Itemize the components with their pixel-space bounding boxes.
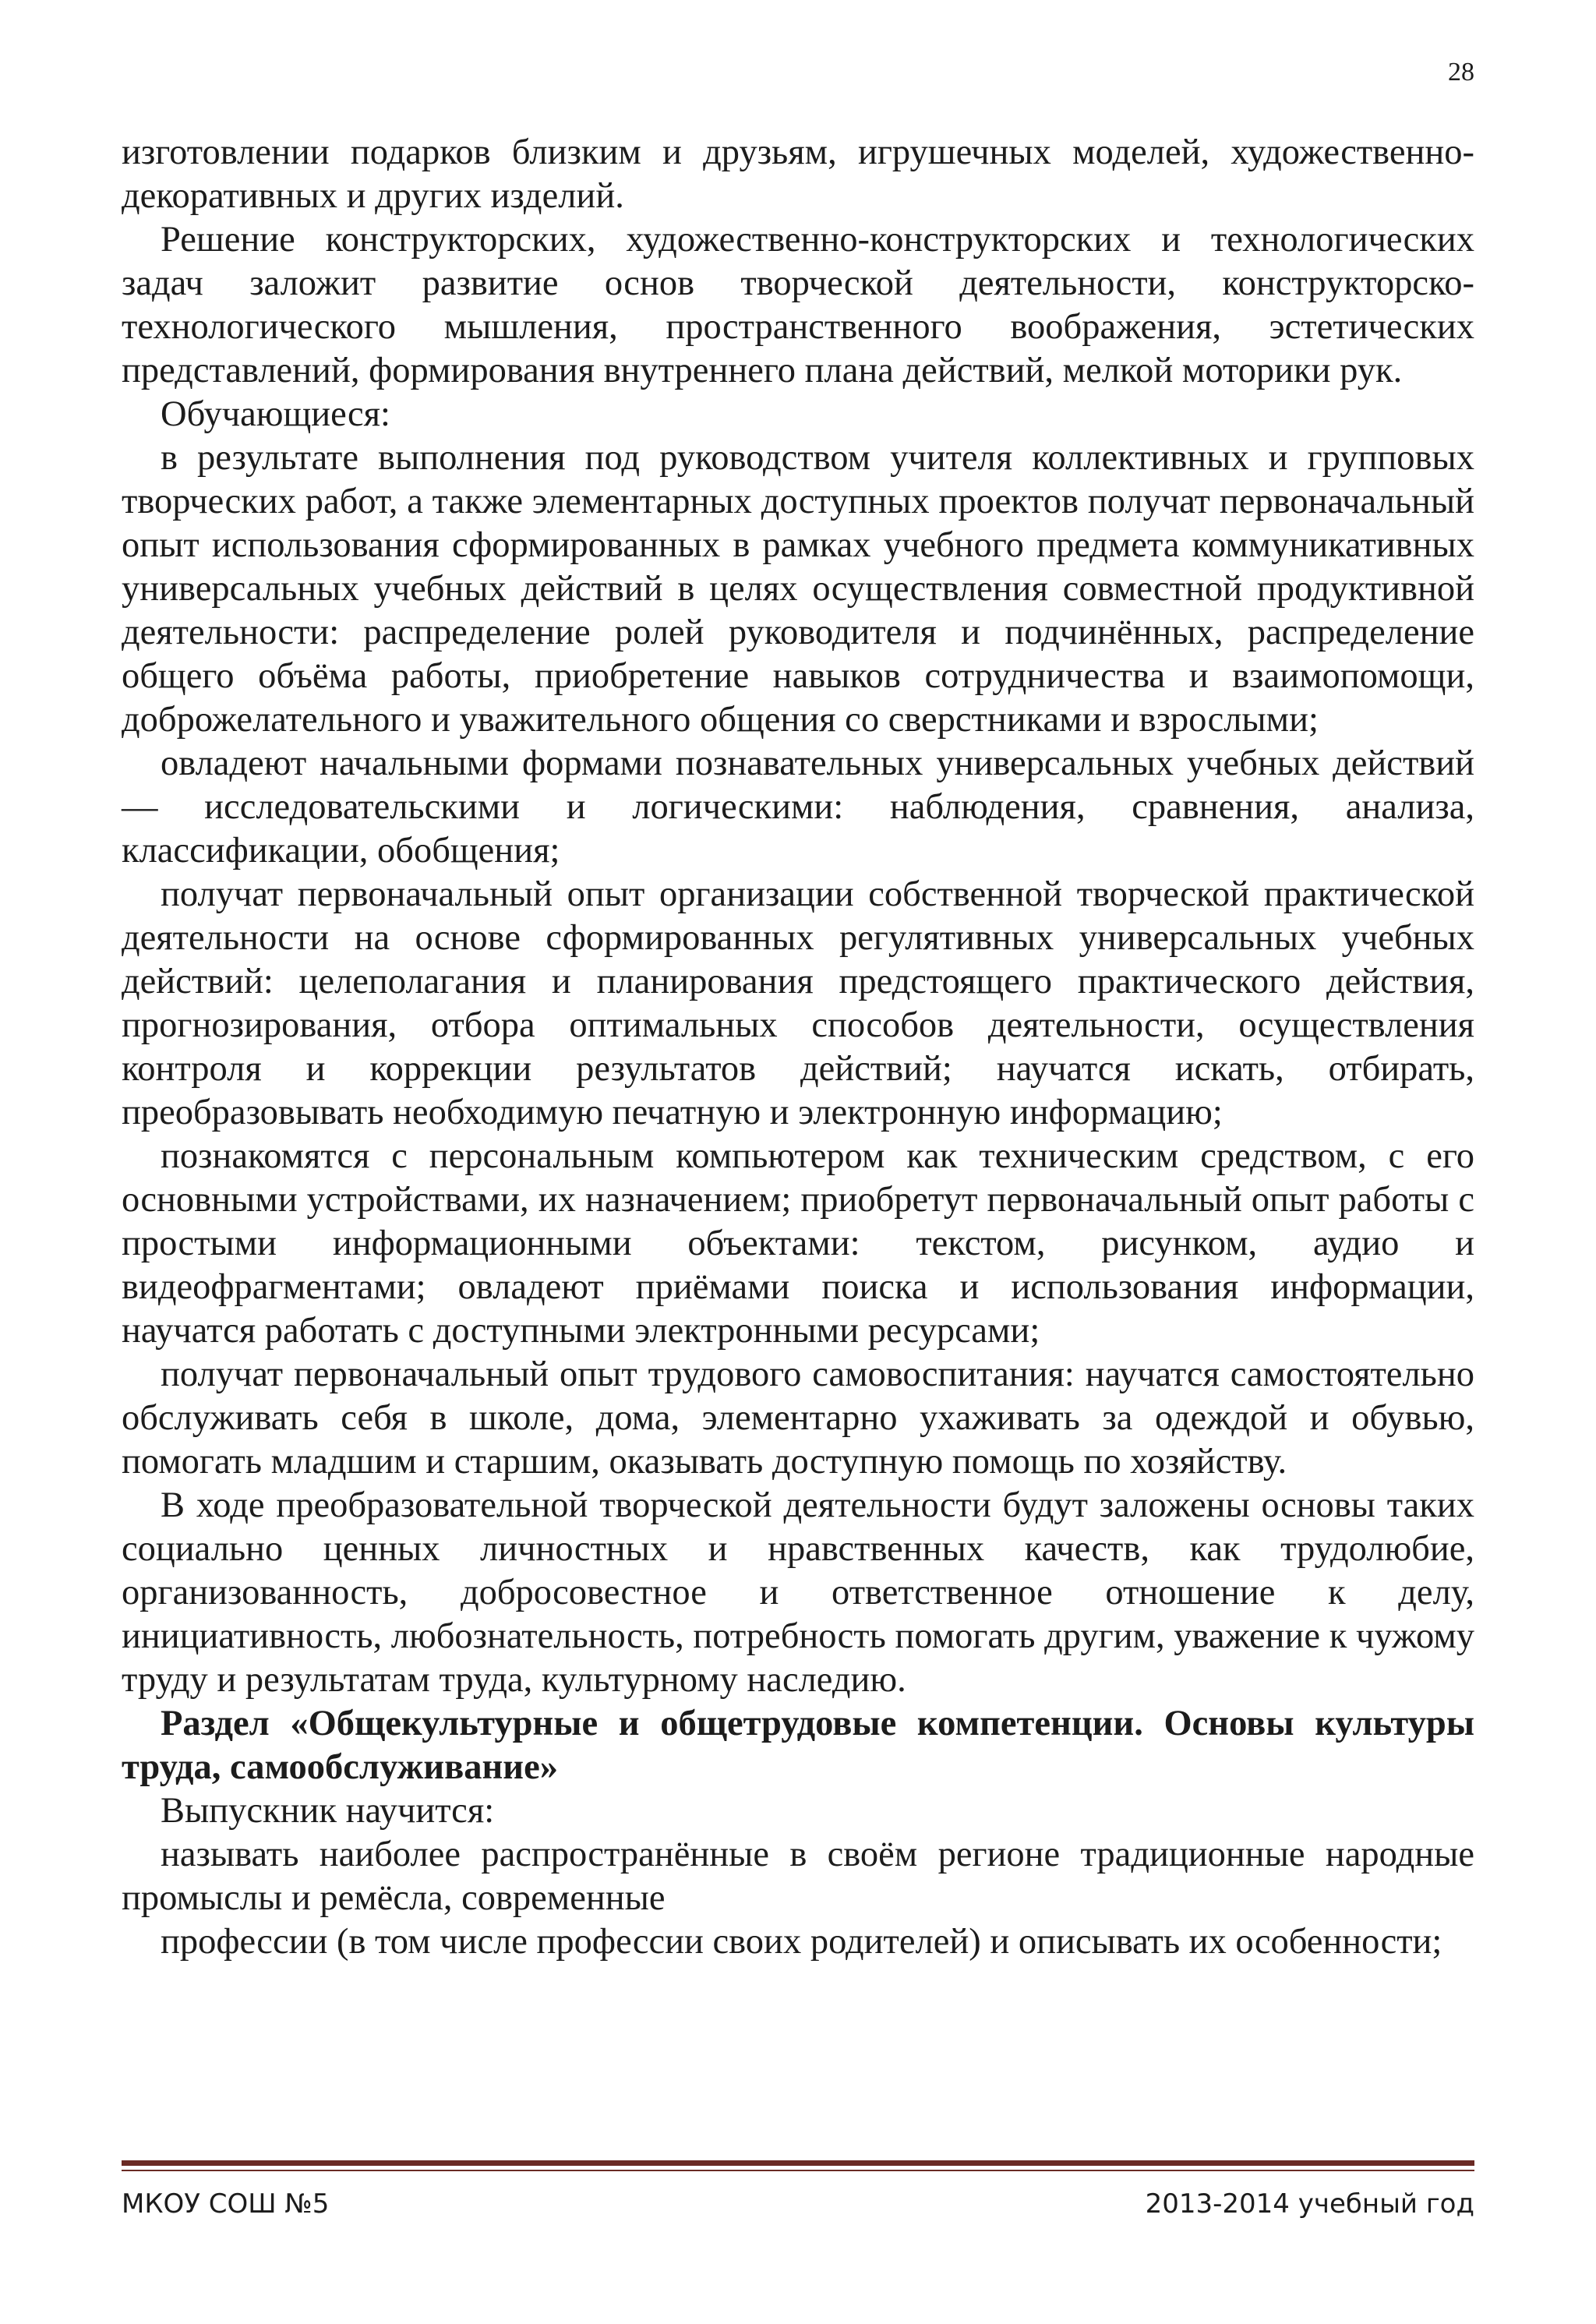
paragraph: познакомятся с персональным компьютером как техническим средством, с его основными устройствами, их назначением; приобретут первоначальный опыт работы с простыми информационными объектами: текстом, рисунком, аудио и видеофрагментами; овладеют приёмами поиска и использования информации, научатся работать с доступными электронными ресурсами; <box>122 1136 1474 1351</box>
paragraph: называть наиболее распространённые в своём регионе традиционные народные промыслы и ремёсла, современные <box>122 1835 1474 1918</box>
body-text <box>122 131 1474 1964</box>
paragraph: Решение конструкторских, художественно-конструкторских и технологических задач заложит развитие основ творческой деятельности, конструкторско-технологического мышления, пространственного воображения, эстетических представлений, формирования внутреннего плана действий, мелкой моторики рук. <box>122 220 1474 390</box>
footer-school-year: 2013-2014 учебный год <box>1145 2188 1474 2220</box>
footer-rule-thin <box>122 2170 1474 2171</box>
paragraph: овладеют начальными формами познавательных универсальных учебных действий — исследовательскими и логическими: наблюдения, сравнения, анализа, классификации, обобщения; <box>122 743 1474 871</box>
paragraph: Выпускник научится: <box>161 1791 495 1831</box>
page-number: 28 <box>1448 58 1474 87</box>
paragraph: получат первоначальный опыт трудового самовоспитания: научатся самостоятельно обслуживать себя в школе, дома, элементарно ухаживать за одеждой и обувью, помогать младшим и старшим, оказывать доступную помощь по хозяйству. <box>122 1354 1474 1482</box>
paragraph: профессии (в том числе профессии своих родителей) и описывать их особенности; <box>161 1922 1442 1962</box>
paragraph: получат первоначальный опыт организации собственной творческой практической деятельности на основе сформированных регулятивных универсальных учебных действий: целеполагания и планирования предстоящего практического действия, прогнозирования, отбора оптимальных способов деятельности, осуществления контроля и коррекции результатов действий; научатся искать, отбирать, преобразовывать необходимую печатную и электронную информацию; <box>122 874 1474 1132</box>
paragraph: Обучающиеся: <box>161 394 390 434</box>
section-heading: Раздел «Общекультурные и общетрудовые компетенции. Основы культуры труда, самообслуживание» <box>122 1704 1474 1787</box>
paragraph: изготовлении подарков близким и друзьям, игрушечных моделей, художественно-декоративных и других изделий. <box>122 132 1474 216</box>
footer-rule <box>122 2160 1474 2166</box>
paragraph: В ходе преобразовательной творческой деятельности будут заложены основы таких социально ценных личностных и нравственных качеств, как трудолюбие, организованность, добросовестное и ответственное отношение к делу, инициативность, любознательность, потребность помогать другим, уважение к чужому труду и результатам труда, культурному наследию. <box>122 1485 1474 1700</box>
paragraph: в результате выполнения под руководством учителя коллективных и групповых творческих работ, а также элементарных доступных проектов получат первоначальный опыт использования сформированных в рамках учебного предмета коммуникативных универсальных учебных действий в целях осуществления совместной продуктивной деятельности: распределение ролей руководителя и подчинённых, распределение общего объёма работы, приобретение навыков сотрудничества и взаимопомощи, доброжелательного и уважительного общения со сверстниками и взрослыми; <box>122 438 1474 740</box>
footer-school-name: МКОУ СОШ №5 <box>122 2188 330 2220</box>
